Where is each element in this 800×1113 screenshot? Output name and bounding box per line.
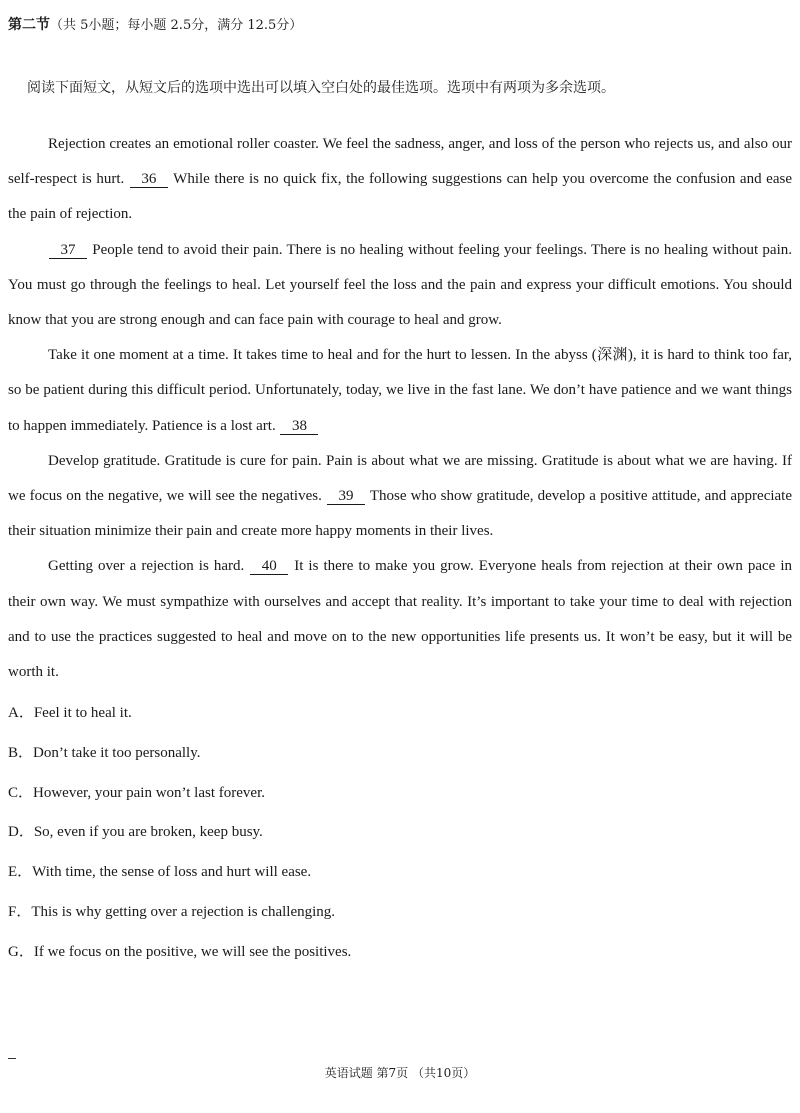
option-c — [8, 774, 792, 814]
instruction-text: 阅读下面短文，从短文后的选项中选出可以填入空白处的最佳选项。选项中有两项为多余选项。 — [27, 80, 615, 96]
footer-mark — [8, 1058, 16, 1059]
option-a — [8, 694, 792, 734]
paragraph-2-text-after: People tend to avoid their pain. There is no healing without feeling your feelings. There is no healing without pain. You must go through the feelings to heal. Let yourself feel the loss and the pain and express your difficult emotions. You should know that you are strong enough and can face pain with courage to heal and grow. — [8, 241, 792, 329]
option-g-letter: G． — [8, 943, 34, 960]
option-c-text: However, your pain won’t last forever. — [33, 784, 265, 801]
option-d — [8, 813, 792, 853]
option-g — [8, 933, 792, 973]
option-d-text: So, even if you are broken, keep busy. — [33, 824, 263, 841]
paragraph-1-text-before: Rejection creates an emotional roller coaster. We feel the sadness, anger, and loss of the person who rejects us, and also our self-respect is hurt. — [8, 136, 792, 188]
blank-40: 40 — [250, 558, 288, 575]
section-info: （共 5小题；每小题 2.5分，满分 12.5分） — [50, 18, 303, 33]
option-e-letter: E． — [8, 864, 33, 881]
option-g-text: If we focus on the positive, we will see the positives. — [33, 943, 352, 960]
blank-38: 38 — [280, 418, 318, 435]
option-d-letter: D． — [8, 824, 34, 841]
page-footer: 英语试题 第7页 （共10页） — [324, 1066, 476, 1080]
option-e — [8, 853, 792, 893]
option-a-letter: A． — [8, 705, 34, 721]
option-f-text: This is why getting over a rejection is challenging. — [31, 903, 336, 920]
paragraph-4-text-after: Those who show gratitude, develop a positive attitude, and appreciate their situation minimize their pain and create more happy moments in their lives. — [8, 488, 793, 540]
passage — [8, 127, 792, 690]
option-b-letter: B． — [8, 744, 34, 761]
section-title: 第二节 — [8, 17, 50, 33]
option-a-text: Feel it to heal it. — [33, 705, 132, 721]
option-b — [8, 734, 792, 774]
paragraph-4-text-before: Develop gratitude. Gratitude is cure for pain. Pain is about what we are missing. Gratitude is about what we are having. If we focus on the negative, we will see the negatives. — [8, 452, 792, 505]
paragraph-5 — [8, 549, 792, 690]
blank-39: 39 — [327, 488, 365, 505]
options-list — [8, 694, 792, 973]
option-f — [8, 893, 792, 933]
paragraph-3 — [8, 338, 792, 444]
paragraph-2 — [8, 233, 792, 339]
paragraph-3-text-before: Take it one moment at a time. It takes time to heal and for the hurt to lessen. In the abyss (深渊), it is hard to think too far, so be patient during this difficult period. Unfortunately, today, we live in the fast lane. We don’t have patience and we want things to happen immediately. Patience is a lost art. — [8, 347, 792, 434]
blank-36: 36 — [130, 171, 168, 188]
option-c-letter: C． — [8, 784, 34, 801]
option-b-text: Don’t take it too personally. — [33, 744, 201, 761]
paragraph-4 — [8, 444, 792, 550]
blank-37: 37 — [49, 242, 87, 259]
option-e-text: With time, the sense of loss and hurt will ease. — [32, 864, 312, 881]
paragraph-5-text-after: It is there to make you grow. Everyone heals from rejection at their own pace in their own way. We must sympathize with ourselves and accept that reality. It’s important to take your time to deal with rejection and to use the practices suggested to heal and move on to the new opportunities life presents us. It won’t be easy, but it will be worth it. — [8, 558, 793, 681]
section-header — [8, 14, 302, 34]
option-f-letter: F． — [8, 903, 32, 920]
paragraph-5-text-before: Getting over a rejection is hard. — [48, 558, 250, 575]
paragraph-1 — [8, 127, 792, 233]
paragraph-1-text-after: While there is no quick fix, the following suggestions can help you overcome the confusion and ease the pain of rejection. — [8, 171, 792, 223]
